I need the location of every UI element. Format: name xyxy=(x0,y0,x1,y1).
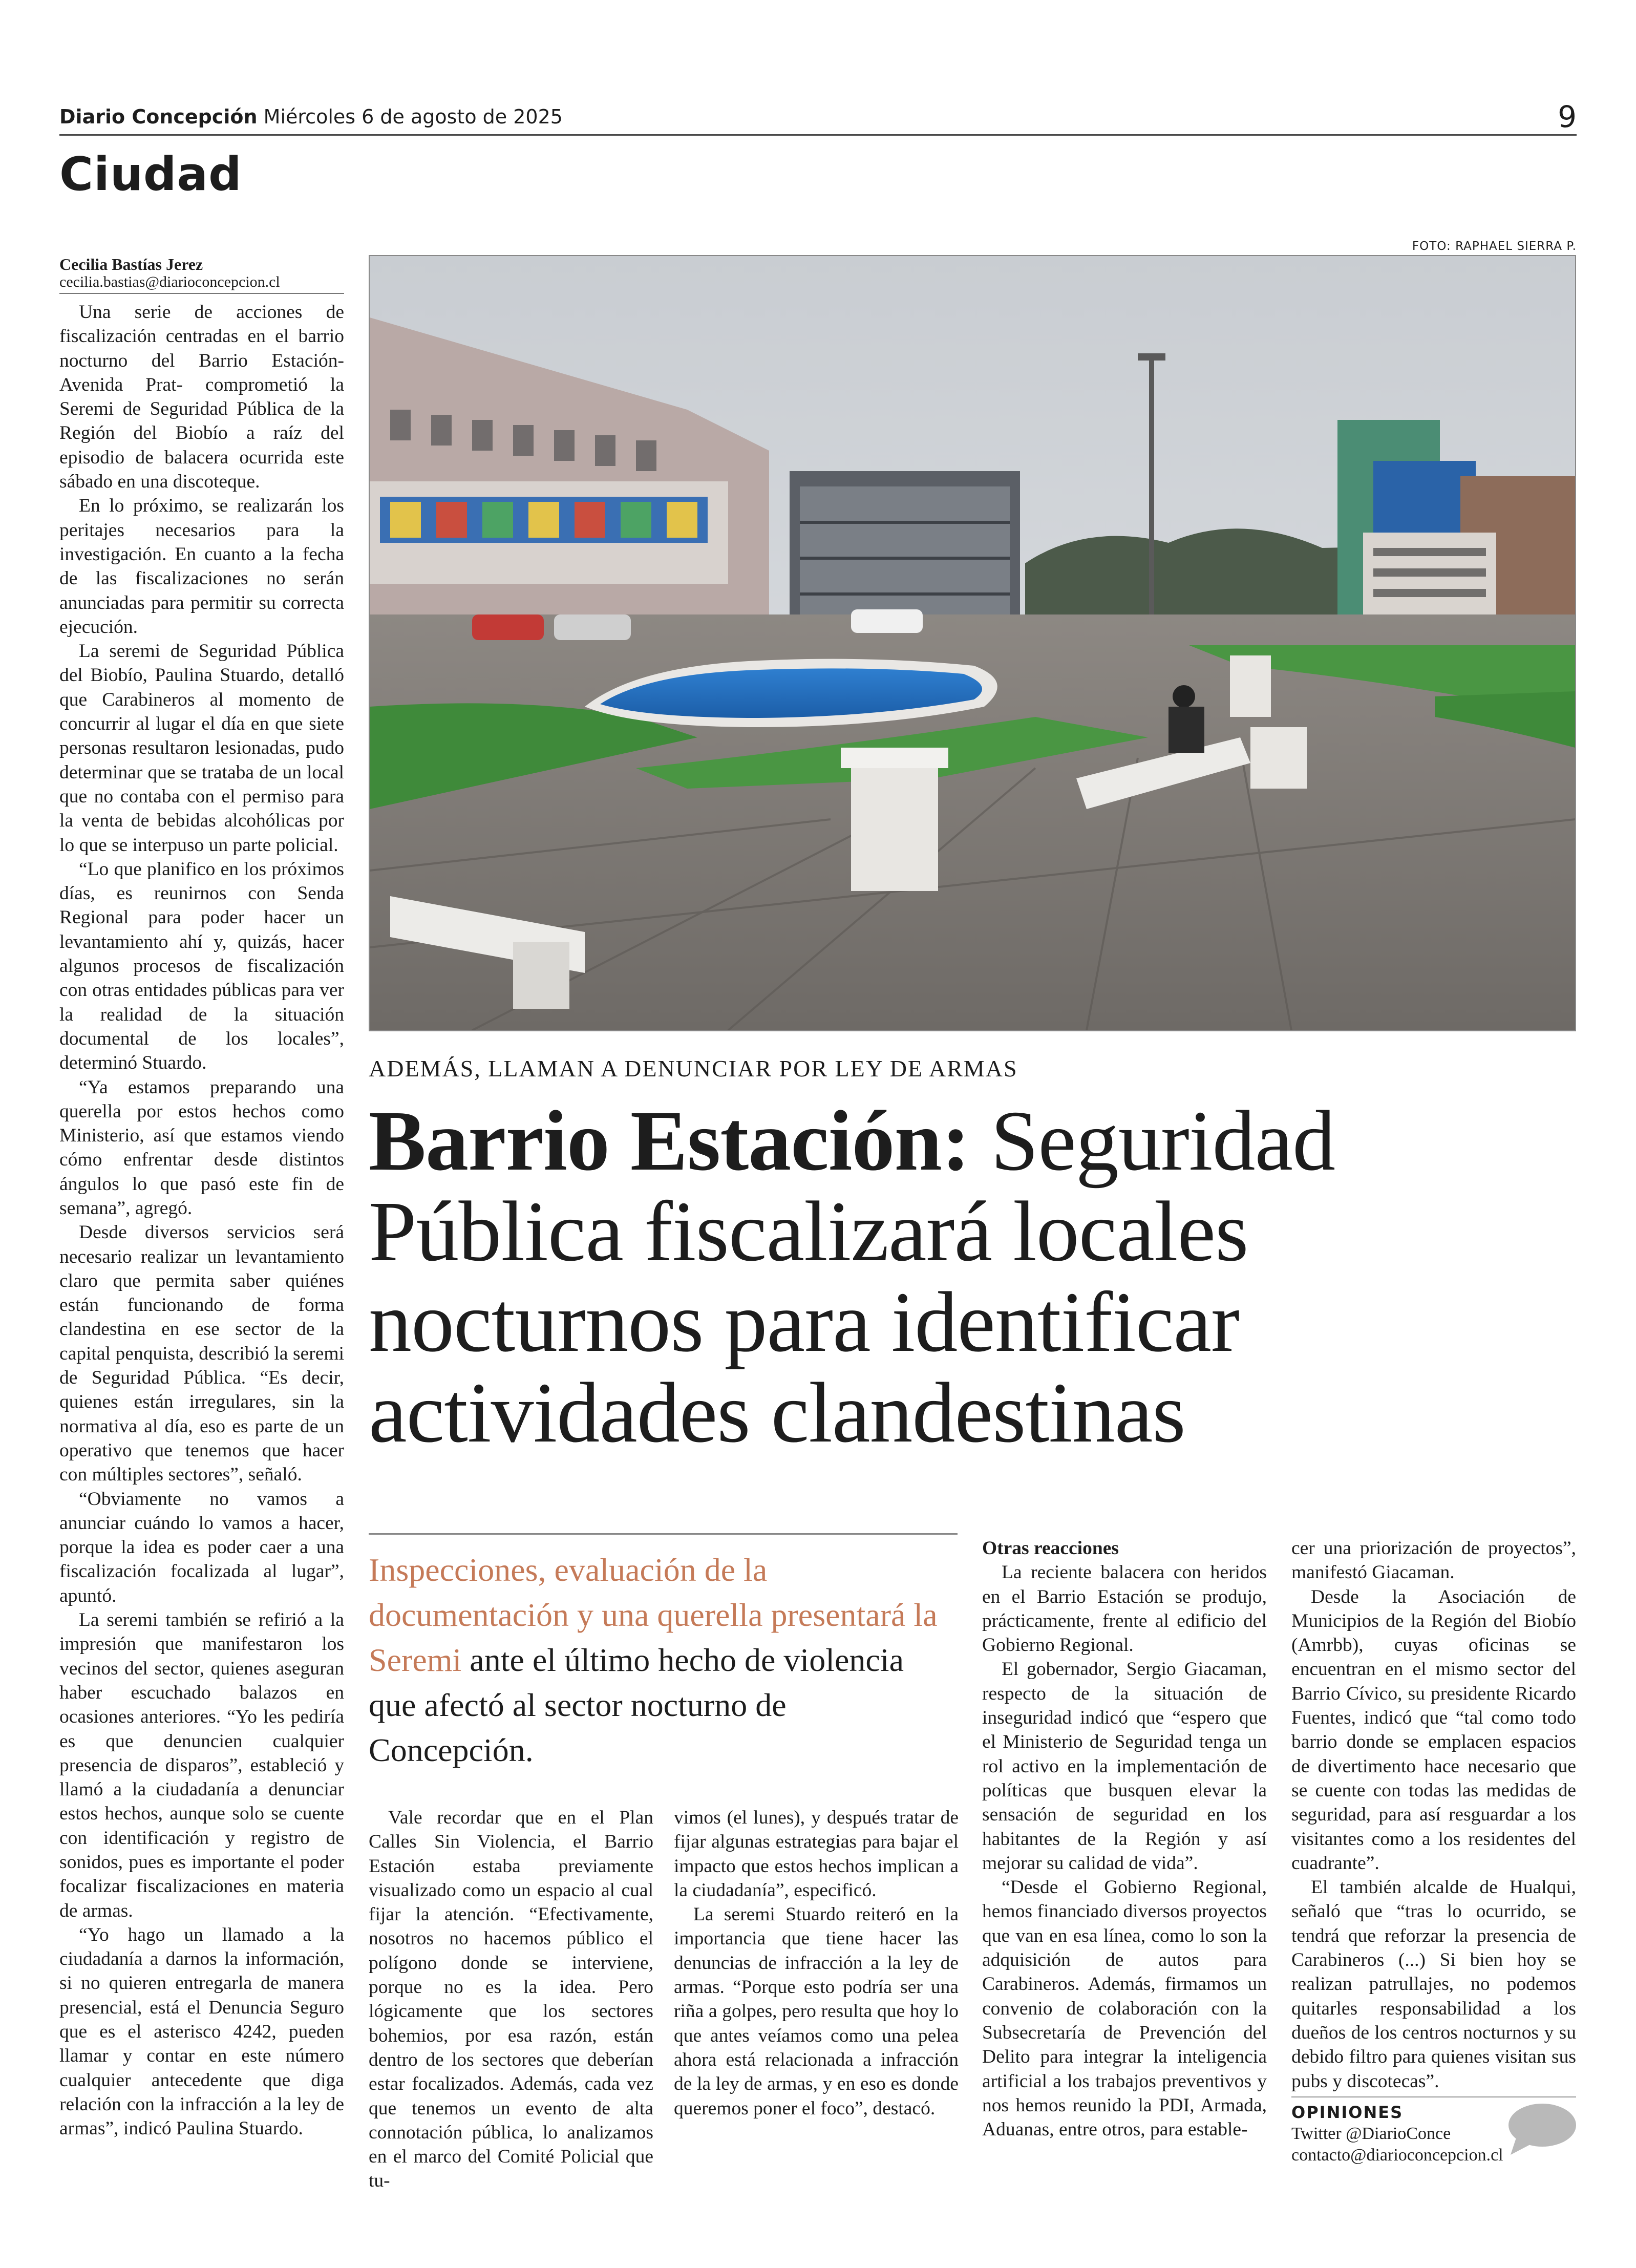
page-number: 9 xyxy=(1558,99,1577,134)
article-kicker: ADEMÁS, LLAMAN A DENUNCIAR POR LEY DE ARMAS xyxy=(369,1055,1018,1082)
article-column-mid-1 xyxy=(369,1806,653,2193)
paragraph: “Desde el Gobierno Regional, hemos financiado diversos proyectos que van en esa línea, como lo son la adquisición de autos para Carabineros. Además, firmamos un convenio de colaboración con la Subsecretaría de Prevención del Delito para integrar la inteligencia artificial a los trabajos preventivos y nos hemos reunido la PDI, Armada, Aduanas, entre otros, para estable- xyxy=(982,1877,1267,2140)
paragraph: “Lo que planifico en los próximos días, es reunirnos con Senda Regional para poder hacer un levantamiento ahí y, quizás, hacer algunos procesos de fiscalización con otras entidades públicas para ver la realidad de la situación documental de los locales”, determinó Stuardo. xyxy=(59,858,344,1074)
paragraph: Desde diversos servicios será necesario realizar un levantamiento claro que permita saber quiénes están funcionando de forma clandestina en ese sector de la capital penquista, describió la seremi de Seguridad Pública. “Es decir, quienes están irregulares, sin la normativa al día, eso es parte de un operativo que tenemos que hacer con múltiples sectores”, señaló. xyxy=(59,1222,344,1486)
lead-accent: Inspecciones, evaluación de la documentación y una querella presentará la Seremi xyxy=(369,1552,938,1678)
article-lead xyxy=(369,1548,952,1773)
lead-rule xyxy=(369,1533,958,1535)
section-title: Ciudad xyxy=(59,147,242,201)
header-rule xyxy=(59,134,1577,136)
paragraph: Desde la Asociación de Municipios de la Región del Biobío (Amrbb), cuyas oficinas se encuentran en el mismo sector del Barrio Cívico, su presidente Ricardo Fuentes, indicó que “tal como todo barrio donde se emplacen espacios de divertimento hace necesario que se cuente con todas las medidas de seguridad, para así resguardar a los visitantes como a los residentes del cuadrante”. xyxy=(1291,1586,1576,1874)
byline-email: cecilia.bastias@diarioconcepcion.cl xyxy=(59,273,280,290)
issue-date: Miércoles 6 de agosto de 2025 xyxy=(263,105,563,128)
article-column-right-1 xyxy=(982,1536,1267,2142)
paragraph: Vale recordar que en el Plan Calles Sin Violencia, el Barrio Estación estaba previamente visualizado como un espacio al cual fijar la atención. “Efectivamente, nosotros no hacemos público el polígono donde se interviene, porque no es la idea. Pero lógicamente que los sectores bohemios, por esa razón, están dentro de los sectores que deberían estar focalizados. Además, cada vez que tenemos un evento de alta connotación pública, lo analizamos en el marco del Comité Policial que tu- xyxy=(369,1807,653,2192)
paragraph: cer una priorización de proyectos”, manifestó Giacaman. xyxy=(1291,1538,1576,1583)
article-column-right-2 xyxy=(1291,1536,1576,2093)
article-column-mid-2 xyxy=(674,1806,959,2121)
opinions-title: OPINIONES xyxy=(1291,2103,1404,2122)
article-photo xyxy=(369,255,1576,1031)
opinions-email: contacto@diarioconcepcion.cl xyxy=(1291,2146,1503,2165)
speech-bubble-icon xyxy=(1505,2101,1577,2157)
opinions-twitter: Twitter @DiarioConce xyxy=(1291,2124,1451,2143)
paragraph: “Yo hago un llamado a la ciudadanía a darnos la información, si no quieren entregarla de manera presencial, está el Denuncia Seguro que es el asterisco 4242, pueden llamar y contar en este número cualquier antecedente que diga relación con la infracción a la ley de armas”, indicó Paulina Stuardo. xyxy=(59,1924,344,2139)
paragraph: “Ya estamos preparando una querella por estos hechos como Ministerio, así que estamos viendo cómo enfrentar desde distintos ángulos lo que pasó este fin de semana”, agregó. xyxy=(59,1076,344,1219)
paragraph: “Obviamente no vamos a anunciar cuándo lo vamos a hacer, porque la idea es poder caer a una fiscalización focalizada al lugar”, apuntó. xyxy=(59,1488,344,1606)
article-column-left xyxy=(59,300,344,2141)
publication-name: Diario Concepción xyxy=(59,105,258,128)
paragraph: La reciente balacera con heridos en el Barrio Estación se produjo, prácticamente, frente al edificio del Gobierno Regional. xyxy=(982,1562,1267,1656)
paragraph: En lo próximo, se realizarán los peritajes necesarios para la investigación. En cuanto a la fecha de las fiscalizaciones no serán anunciadas para permitir su correcta ejecución. xyxy=(59,495,344,638)
paragraph: El gobernador, Sergio Giacaman, respecto de la situación de inseguridad indicó que “espero que el Ministerio de Seguridad tenga un rol activo en la implementación de políticas que busquen elevar la sensación de seguridad en los habitantes de la Región y así mejorar su calidad de vida”. xyxy=(982,1659,1267,1874)
article-headline xyxy=(369,1093,1587,1460)
paragraph: Una serie de acciones de fiscalización centradas en el barrio nocturno del Barrio Estación- Avenida Prat- comprometió la Seremi de Seguridad Pública de la Región del Biobío a raíz del episodio de balacera ocurrida este sábado en una discoteque. xyxy=(59,302,344,493)
subhead: Otras reacciones xyxy=(982,1538,1119,1559)
lead-rest: ante el último hecho de violencia que afectó al sector nocturno de Concepción. xyxy=(369,1642,904,1768)
photo-credit: FOTO: RAPHAEL SIERRA P. xyxy=(1412,240,1577,253)
paragraph: El también alcalde de Hualqui, señaló que “tras lo ocurrido, se tendrá que reforzar la presencia de Carabineros (...) Si bien hoy se realizan patrullajes, no podemos quitarles responsabilidad a los dueños de los centros nocturnos y su debido filtro para quienes visitan sus pubs y discotecas”. xyxy=(1291,1877,1576,2092)
headline-bold: Barrio Estación: xyxy=(369,1093,970,1189)
opinions-rule xyxy=(1291,2096,1576,2097)
byline-rule xyxy=(59,293,344,294)
headline-rest: Seguridad Pública fiscalizará locales nocturnos para identificar actividades clandestinas xyxy=(369,1093,1335,1460)
paragraph: La seremi de Seguridad Pública del Biobío, Paulina Stuardo, detalló que Carabineros al momento de concurrir al lugar el día en que siete personas resultaron lesionadas, pudo determinar que se trataba de un local que no contaba con el permiso para la venta de bebidas alcohólicas por lo que se interpuso un parte policial. xyxy=(59,641,344,856)
paragraph: vimos (el lunes), y después tratar de fijar algunas estrategias para bajar el impacto que estos hechos implican a la ciudadanía”, especificó. xyxy=(674,1807,959,1901)
paragraph: La seremi Stuardo reiteró en la importancia que tiene hacer las denuncias de infracción a la ley de armas. “Porque esto podría ser una riña a golpes, pero resulta que hoy lo que antes veíamos como una pelea ahora está relacionada a infracción de la ley de armas, y en eso es donde queremos poner el foco”, destacó. xyxy=(674,1904,959,2119)
plaza-photo-illustration xyxy=(370,256,1575,1030)
masthead xyxy=(59,105,563,128)
paragraph: La seremi también se refirió a la impresión que manifestaron los vecinos del sector, quienes aseguran haber escuchado balazos en ocasiones anteriores. “Yo les pediría es que denuncien cualquier presencia de disparos”, estableció y llamó a la ciudadanía a denunciar estos hechos, aunque solo se cuente con identificación y registro de sonidos, pues es importante el poder focalizar fiscalizaciones en materia de armas. xyxy=(59,1609,344,1921)
byline-name: Cecilia Bastías Jerez xyxy=(59,255,203,273)
